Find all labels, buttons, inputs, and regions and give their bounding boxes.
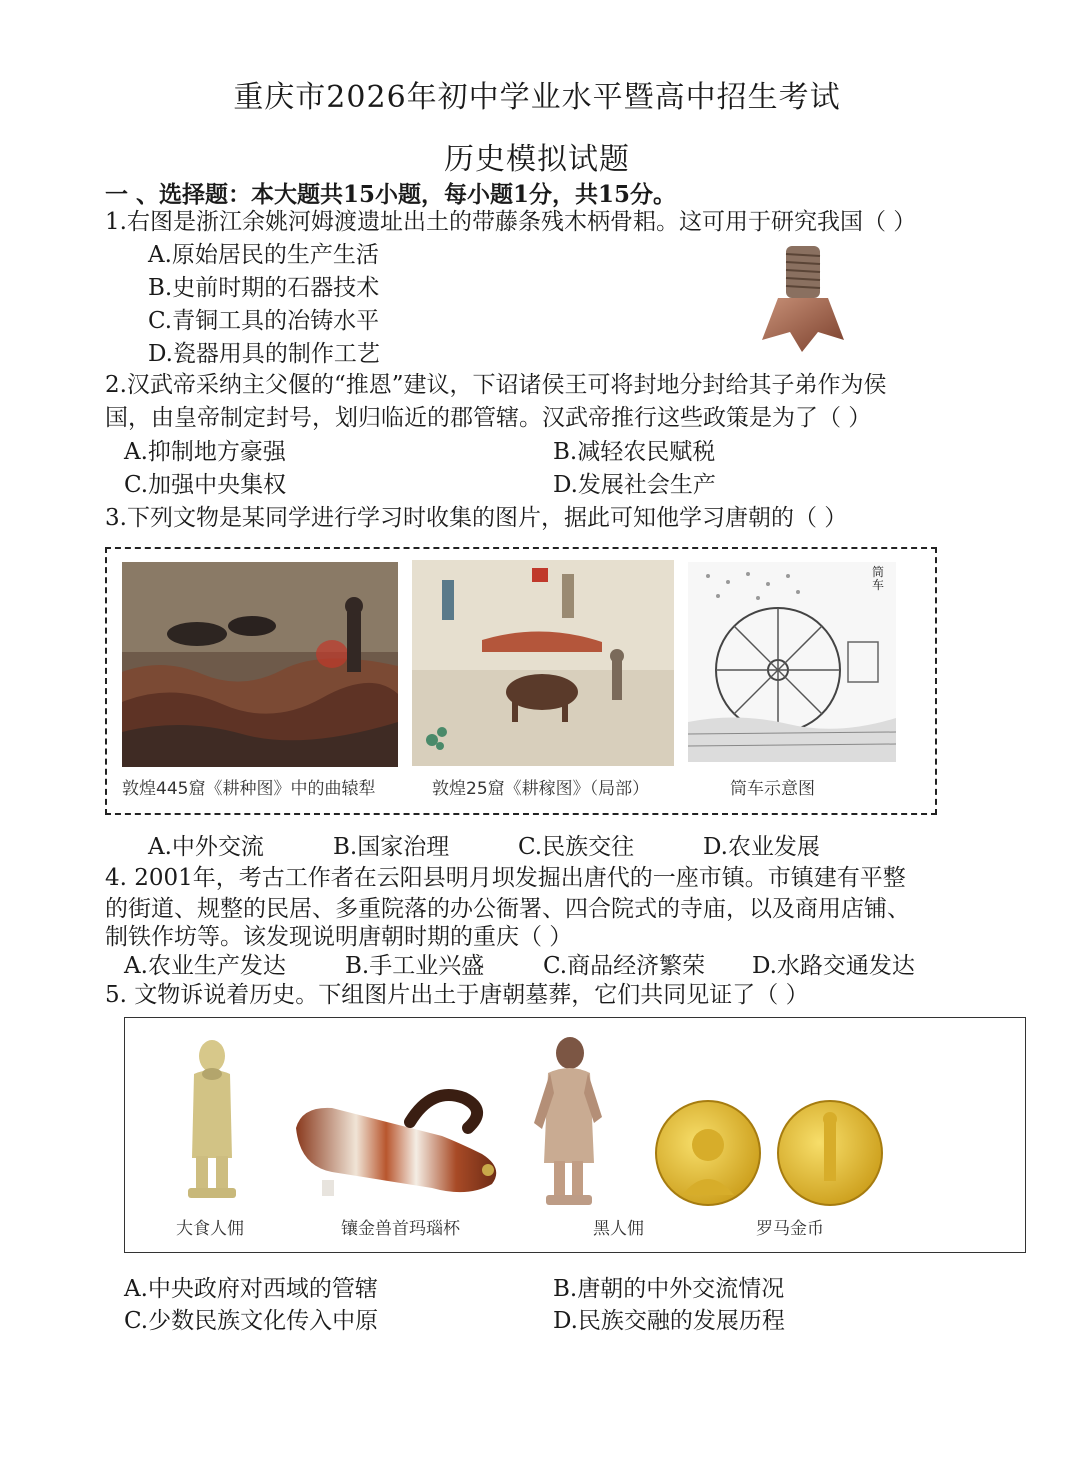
cave445-mural-image bbox=[122, 562, 398, 767]
q3-stem: 3.下列文物是某同学进行学习时收集的图片，据此可知他学习唐朝的（ ） bbox=[105, 505, 848, 531]
q1-stem: 1.右图是浙江余姚河姆渡遗址出土的带藤条残木柄骨耜。这可用于研究我国（ ） bbox=[105, 209, 917, 235]
q2-stem-line2: 国，由皇帝制定封号，划归临近的郡管辖。汉武帝推行这些政策是为了（ ） bbox=[105, 405, 872, 431]
roman-gold-coins-image bbox=[652, 1097, 888, 1209]
q5-caption-4: 罗马金币 bbox=[756, 1219, 824, 1239]
q4-option-b: B.手工业兴盛 bbox=[345, 953, 485, 979]
q2-stem-line1: 2.汉武帝采纳主父偃的“推恩”建议，下诏诸侯王可将封地分封给其子弟作为侯 bbox=[105, 372, 887, 398]
exam-subtitle: 历史模拟试题 bbox=[444, 142, 630, 177]
q3-caption-1: 敦煌445窟《耕种图》中的曲辕犁 bbox=[122, 779, 376, 799]
q4-stem-line1: 4. 2001年，考古工作者在云阳县明月坝发掘出唐代的一座市镇。市镇建有平整 bbox=[105, 865, 906, 891]
q3-caption-2: 敦煌25窟《耕稼图》（局部） bbox=[432, 779, 650, 799]
water-wheel-image bbox=[688, 562, 896, 762]
q5-option-c: C.少数民族文化传入中原 bbox=[124, 1308, 379, 1334]
bone-spade-image bbox=[756, 240, 851, 355]
q5-option-d: D.民族交融的发展历程 bbox=[553, 1308, 785, 1334]
q3-option-a: A.中外交流 bbox=[148, 834, 264, 860]
black-figurine-image bbox=[530, 1033, 606, 1209]
q4-option-d: D.水路交通发达 bbox=[752, 953, 915, 979]
q1-option-a: A.原始居民的生产生活 bbox=[148, 242, 379, 268]
cave25-mural-image bbox=[412, 560, 674, 766]
q4-stem-line2: 的街道、规整的民居、多重院落的办公衙署、四合院式的寺庙，以及商用店铺、 bbox=[105, 896, 910, 922]
q2-option-d: D.发展社会生产 bbox=[553, 472, 716, 498]
q3-option-b: B.国家治理 bbox=[333, 834, 450, 860]
q5-caption-1: 大食人佣 bbox=[176, 1219, 244, 1239]
q1-option-d: D.瓷器用具的制作工艺 bbox=[148, 341, 380, 367]
q4-option-a: A.农业生产发达 bbox=[124, 953, 286, 979]
q5-option-b: B.唐朝的中外交流情况 bbox=[553, 1276, 785, 1302]
q5-option-a: A.中央政府对西域的管辖 bbox=[124, 1276, 378, 1302]
q3-option-d: D.农业发展 bbox=[703, 834, 820, 860]
q5-caption-3: 黑人佣 bbox=[593, 1219, 644, 1239]
agate-rhyton-image bbox=[292, 1088, 508, 1200]
q2-option-a: A.抑制地方豪强 bbox=[124, 439, 286, 465]
exam-title: 重庆市2026年初中学业水平暨高中招生考试 bbox=[233, 80, 841, 115]
q5-stem: 5. 文物诉说着历史。下组图片出土于唐朝墓葬，它们共同见证了（ ） bbox=[105, 982, 809, 1008]
section-heading: 一 、选择题：本大题共15小题，每小题1分，共15分。 bbox=[105, 181, 677, 208]
q1-option-b: B.史前时期的石器技术 bbox=[148, 275, 380, 301]
arab-figurine-image bbox=[180, 1038, 244, 1200]
q4-stem-line3: 制铁作坊等。该发现说明唐朝时期的重庆（ ） bbox=[105, 924, 573, 950]
q3-caption-3: 筒车示意图 bbox=[730, 779, 815, 799]
water-wheel-label: 筒车 bbox=[872, 565, 885, 592]
q4-option-c: C.商品经济繁荣 bbox=[543, 953, 706, 979]
q3-option-c: C.民族交往 bbox=[518, 834, 635, 860]
q5-caption-2: 镶金兽首玛瑙杯 bbox=[341, 1219, 460, 1239]
q2-option-c: C.加强中央集权 bbox=[124, 472, 287, 498]
q1-option-c: C.青铜工具的冶铸水平 bbox=[148, 308, 380, 334]
q2-option-b: B.减轻农民赋税 bbox=[553, 439, 716, 465]
